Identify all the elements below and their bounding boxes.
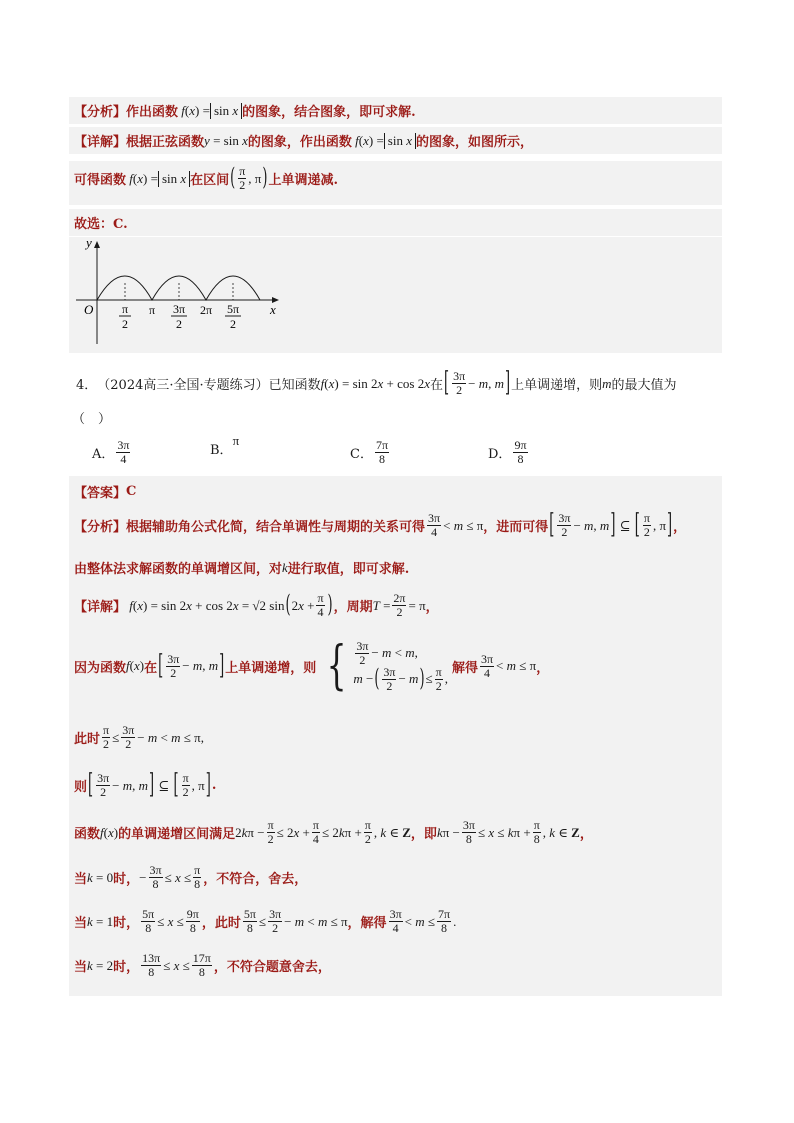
svg-text:5π: 5π (226, 302, 240, 316)
solution-k0: 当 k = 0 时， − $\frac{3\pi}{8}$ ≤ x ≤ $\frac{\pi}{8}$ ，不符合，舍去， (74, 863, 308, 891)
y-axis-label: y (86, 238, 92, 250)
solution-analysis-2: 由整体法求解函数的单调增区间，对 k 进行取值，即可求解. (74, 559, 410, 577)
question-number: 4． (76, 378, 98, 393)
solution-analysis-1: 【分析】 根据辅助角公式化简，结合单调性与周期的关系可得 $\frac{3\pi}{4}$ < m ≤ π ，进而可得 [ $\frac{3\pi}{2}$ − m, m ] ⊆ [ $\frac{\pi}{2}$ , π ] ， (74, 509, 687, 542)
answer-line: 【答案】 C (74, 484, 137, 501)
svg-text:π: π (121, 302, 129, 316)
abs-sin-graph (72, 238, 287, 348)
solution-detail-5: 函数 f (x) 的单调递增区间满足 2kπ − $\frac{\pi}{2}$ ≤ 2x + $\frac{\pi}{4}$ ≤ 2kπ + $\frac{\pi}{2}$ , k ∈ Z ，即 kπ − $\frac{3\pi}{8}$ ≤ x ≤ kπ + $\frac{\pi}{8}$ , k ∈ Z ， (74, 818, 593, 846)
question-source: （2024高三·全国·专题练习） (97, 378, 269, 393)
choice-line: 故选：C. (74, 217, 128, 232)
analysis-line-1: 【分析】 作出函数 f ( x ) = sin x 的图象，结合图象，即可求解. (74, 102, 416, 120)
option-b[interactable]: B． π (210, 432, 240, 458)
question-paren: （ ） (72, 412, 112, 427)
solution-k2: 当 k = 2 时， $\frac{13\pi}{8}$ ≤ x ≤ $\frac{17\pi}{8}$ ，不符合题意舍去， (74, 951, 331, 979)
solution-detail-1: 【详解】 f (x) = sin 2x + cos 2x = √2 sin ( 2x + $\frac{\pi}{4}$ ) ，周期 T = $\frac{2\pi}{2}$ = π ， (74, 591, 439, 620)
solution-k1: 当 k = 1 时， $\frac{5\pi}{8}$ ≤ x ≤ $\frac{9\pi}{8}$ ，此时 $\frac{5\pi}{8}$ ≤ $\frac{3\pi}{2}$ − m < m ≤ π ，解得 $\frac{3\pi}{4}$ < m ≤ $\frac{7\pi}{8}$ . (74, 907, 457, 935)
option-c[interactable]: C． $\frac{7\pi}{8}$ (350, 438, 389, 466)
math-f-abs-sin: f (178, 102, 185, 118)
choice-block-bg (69, 209, 722, 236)
option-a[interactable]: A． $\frac{3\pi}{4}$ (92, 438, 130, 466)
answer-value: C (126, 484, 137, 499)
svg-text:π: π (148, 303, 156, 317)
option-d[interactable]: D． $\frac{9\pi}{8}$ (488, 438, 527, 466)
solution-detail-4: 则 [ $\frac{3\pi}{2}$ − m, m ] ⊆ [ $\frac{\pi}{2}$ , π ] . (74, 769, 217, 802)
origin-label: O (84, 302, 94, 317)
detail-line-1: 【详解】 根据正弦函数 y = sin x 的图象，作出函数 f ( x ) = sin x 的图象，如图所示， (74, 132, 534, 150)
solution-detail-2: 因为函数 f (x) 在 [ $\frac{3\pi}{2}$ − m, m ] 上单调递增，则 { $\frac{3\pi}{2}$ − m < m, m − ( $\frac{3\pi}{2}$ − m ) ≤ $\frac{\pi}{2}$ , 解得 $\frac{3\pi}{4}$ < m ≤ π ， (74, 636, 550, 696)
svg-text:2: 2 (230, 317, 236, 331)
solution-detail-3: 此时 $\frac{\pi}{2}$ ≤ $\frac{3\pi}{2}$ − m < m ≤ π, (74, 723, 204, 751)
detail-tag: 【详解】 (74, 135, 127, 150)
question-4-stem: 4． （2024高三·全国·专题练习） 已知函数 f ( x ) = sin 2x + cos 2x 在 [ $\frac{3\pi}{2}$ − m, m ] 上单调递增，则 m 的最大值为 (76, 367, 677, 400)
inequality-system: { $\frac{3\pi}{2}$ − m < m, m − ( $\frac{3\pi}{2}$ − m ) ≤ $\frac{\pi}{2}$ , (326, 636, 448, 696)
svg-text:3π: 3π (172, 302, 186, 316)
conclusion-line: 可得函数 f ( x ) = sin x 在区间 ( $\frac{\pi}{2}$ , π ) 上单调递减. (74, 164, 338, 193)
svg-text:2: 2 (122, 317, 128, 331)
svg-text:2: 2 (176, 317, 182, 331)
svg-text:2π: 2π (199, 303, 213, 317)
analysis-tag: 【分析】 (74, 105, 127, 120)
x-axis-label: x (270, 302, 276, 317)
